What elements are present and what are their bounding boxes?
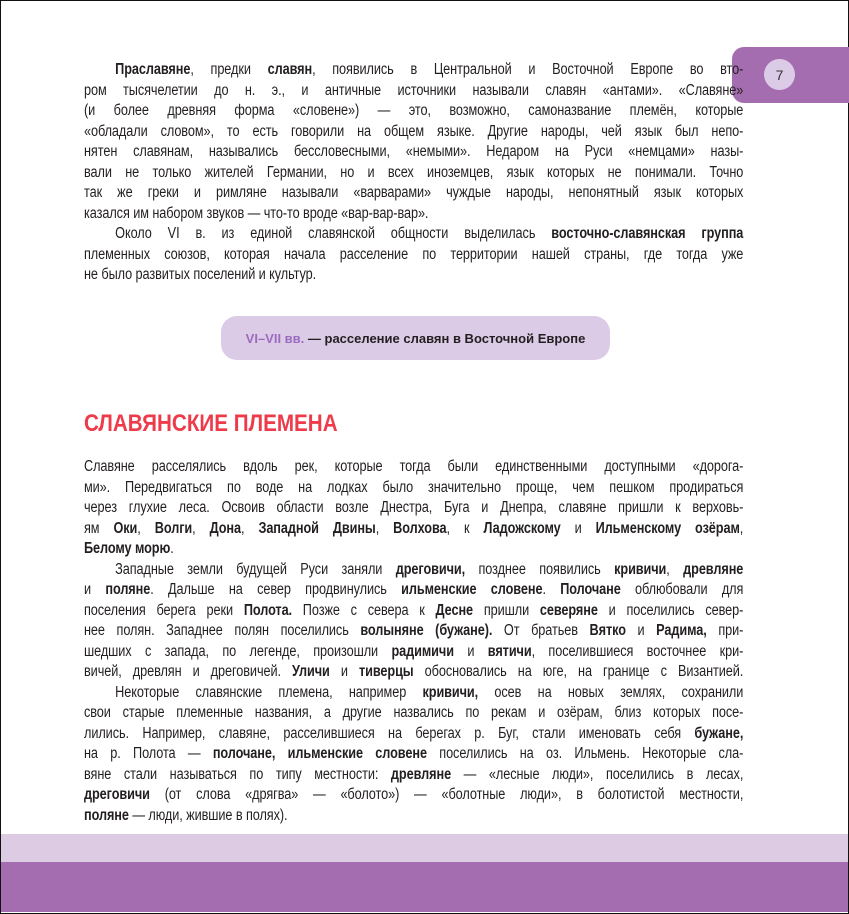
text-run: осев на новых землях, сохранили — [478, 683, 744, 701]
text-run: и — [625, 622, 657, 639]
bold-term: радимичи — [391, 642, 454, 660]
text-run: Около VI в. из единой славянской общности выделилась — [115, 225, 552, 242]
text-line — [84, 785, 743, 806]
text-run: нее полян. Западнее полян поселились — [84, 622, 361, 639]
text-run: при- — [706, 622, 744, 639]
bold-term: Ильменскому озёрам — [595, 519, 740, 537]
bold-term: Дона — [209, 519, 241, 537]
text-run: вали не только жителей Германии, но и всех иноземцев, язык которых не понимали. Точно — [84, 163, 744, 181]
text-run: позднее появились — [465, 560, 615, 578]
text-run: пришли — [473, 601, 540, 619]
text-line — [84, 498, 743, 519]
bold-term: Уличи — [292, 663, 330, 680]
text-run: — «лесные люди», поселились в лесах, — [451, 765, 744, 783]
bold-term: Западной Двины — [258, 519, 376, 537]
text-run: , — [375, 519, 394, 537]
bold-term: северяне — [539, 601, 598, 619]
text-run: шедших с запада, по легенде, произошли — [84, 642, 392, 660]
text-line — [84, 142, 743, 163]
bold-term: дреговичи — [84, 786, 150, 803]
text-run: «обладали словом», то есть говорили на общем языке. Другие народы, чей язык был непо- — [84, 122, 744, 140]
text-run: — люди, жившие в полях). — [128, 806, 288, 824]
text-run: , предки — [190, 61, 268, 78]
paragraph — [84, 224, 743, 286]
text-line — [84, 703, 743, 724]
text-line — [84, 122, 743, 143]
text-run: вяне стали называться по типу местности: — [84, 765, 391, 783]
text-run: . — [170, 540, 174, 557]
text-run: , — [137, 519, 155, 537]
text-run: Позже с севера к — [292, 601, 436, 619]
bold-term: кривичи, — [422, 683, 479, 701]
text-run: ром тысячелетии до н. э., и античные источники называли славян «антами». «Славяне» — [84, 81, 744, 99]
bold-term: Радима, — [656, 622, 707, 639]
text-run: (от слова «дрягва» — «болото») — «болотные люди», в болотистой местности, — [149, 786, 744, 803]
bold-term: древляне — [683, 560, 744, 578]
text-run: и — [453, 642, 488, 660]
bold-term: дреговичи, — [395, 560, 466, 578]
bold-term: волыняне (бужане). — [360, 622, 493, 639]
text-run: , к — [446, 519, 484, 537]
text-run: , появились в Центральной и Восточной Европе во вто- — [312, 61, 744, 78]
text-line — [84, 183, 743, 204]
text-line — [84, 724, 743, 745]
text-line — [84, 204, 743, 225]
text-run: ми». Передвигаться по воде на лодках было значительно проще, чем пешком продираться — [84, 478, 744, 496]
text-line — [84, 457, 743, 478]
bold-term: восточно-славянская группа — [551, 225, 744, 242]
text-run: . — [542, 581, 561, 598]
text-run: поселения берега реки — [84, 601, 244, 619]
text-line — [84, 539, 743, 560]
text-line — [84, 560, 743, 581]
text-line — [84, 81, 743, 102]
text-run: ям — [84, 519, 114, 537]
text-run: так же греки и римляне называли «варварами» чуждые народы, непонятный язык которых — [84, 184, 744, 201]
bold-term: Полота. — [243, 601, 293, 619]
text-line — [84, 224, 743, 245]
text-line — [84, 580, 743, 601]
text-run: , — [240, 519, 259, 537]
text-line — [84, 101, 743, 122]
paragraph — [84, 60, 743, 224]
footer-band-dark — [1, 862, 848, 912]
intro-text — [84, 60, 743, 286]
text-run: свои старые племенные названия, а другие назвались по рекам и озёрам, близ которых посе- — [84, 704, 744, 721]
text-line — [84, 621, 743, 642]
text-run: Некоторые славянские племена, например — [115, 683, 423, 701]
text-run: вичей, древлян и дреговичей. — [84, 663, 293, 680]
bold-term: тиверцы — [358, 663, 414, 680]
text-run: облюбовали для — [620, 581, 744, 598]
paragraph — [84, 560, 743, 683]
bold-term: Десне — [435, 601, 474, 619]
text-line — [84, 163, 743, 184]
bold-term: Вятко — [589, 622, 626, 639]
text-run: через глухие леса. Освоив области возле Днестра, Буга и Днепра, славяне пришли к верховь- — [84, 499, 744, 516]
bold-term: полочане, ильменские словене — [212, 745, 427, 762]
date-callout — [221, 316, 610, 360]
bold-term: вятичи — [487, 642, 532, 660]
text-run: обосновались на юге, на границе с Византией. — [413, 663, 744, 680]
text-line — [84, 765, 743, 786]
bold-term: Волги — [154, 519, 193, 537]
bold-term: Полочане — [560, 581, 621, 598]
text-run: казался им набором звуков — что-то вроде «вар-вар-вар». — [84, 204, 429, 222]
text-run: и — [560, 519, 596, 537]
bold-term: Ладожскому — [483, 519, 561, 537]
text-run: Славяне расселялись вдоль рек, которые тогда были единственными доступными «дорога- — [84, 458, 744, 475]
paragraph — [84, 457, 743, 560]
text-line — [84, 806, 743, 827]
text-run: и — [329, 663, 359, 680]
text-run: и — [84, 581, 106, 598]
text-line — [84, 478, 743, 499]
bold-term: Оки — [113, 519, 138, 537]
section-title: СЛАВЯНСКИЕ ПЛЕМЕНА — [84, 410, 338, 437]
text-line — [84, 601, 743, 622]
page-number: 7 — [764, 59, 795, 90]
text-line — [84, 642, 743, 663]
paragraph — [84, 683, 743, 827]
bold-term: ильменские словене — [401, 581, 543, 598]
text-run: лились. Например, славяне, расселившиеся на берегах р. Буг, стали именовать себя — [84, 724, 695, 742]
bold-term: Праславяне — [115, 61, 191, 78]
text-line — [84, 519, 743, 540]
text-run: , поселившиеся восточнее кри- — [531, 642, 744, 660]
text-run: , — [192, 519, 210, 537]
text-run: племенных союзов, которая начала расселение по территории нашей страны, где тогда уже — [84, 245, 744, 263]
text-run: (и более древняя форма «словене») — это, возможно, самоназвание племён, которые — [84, 102, 744, 119]
bold-term: поляне — [84, 806, 129, 824]
text-run: на р. Полота — — [84, 745, 213, 762]
text-line — [84, 744, 743, 765]
text-run: От братьев — [492, 622, 590, 639]
footer-band-light — [1, 834, 848, 862]
page-number-tab — [732, 47, 849, 103]
bold-term: Волхова — [393, 519, 447, 537]
text-line — [84, 265, 743, 286]
text-run: поселились на оз. Ильмень. Некоторые сла- — [426, 745, 744, 762]
bold-term: древляне — [390, 765, 452, 783]
text-run: , — [666, 560, 684, 578]
bold-term: славян — [267, 61, 313, 78]
bold-term: поляне — [105, 581, 151, 598]
text-run: и поселились север- — [597, 601, 744, 619]
bold-term: бужане, — [694, 724, 744, 742]
bold-term: кривичи — [614, 560, 667, 578]
callout-date: VI–VII вв. — [245, 330, 305, 346]
callout-text: — расселение славян в Восточной Европе — [304, 330, 586, 346]
text-line — [84, 245, 743, 266]
section-text — [84, 457, 743, 826]
text-run: . Дальше на север продвинулись — [150, 581, 402, 598]
text-run: нятен славянам, назывались бессловесными, «немыми». Недаром на Руси «немцами» назы- — [84, 143, 744, 160]
text-run: , — [739, 519, 744, 537]
text-run: не было развитых поселений и культур. — [84, 266, 317, 283]
text-run: Западные земли будущей Руси заняли — [115, 560, 396, 578]
text-line — [84, 683, 743, 704]
bold-term: Белому морю — [84, 540, 171, 557]
text-line — [84, 662, 743, 683]
text-line — [84, 60, 743, 81]
